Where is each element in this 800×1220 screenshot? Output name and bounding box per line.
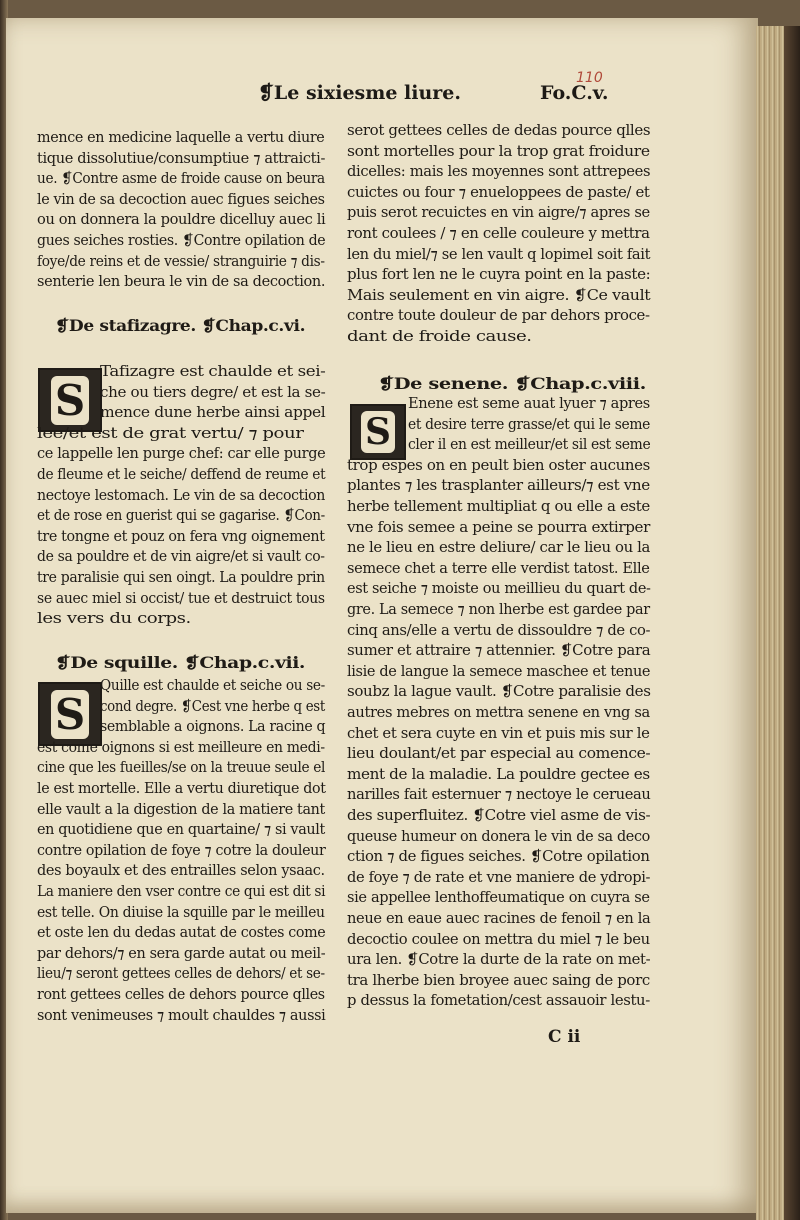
- text-line: cler il en est meilleur/et sil est seme: [408, 437, 651, 454]
- text-line: sont venimeuses ⁊ moult chauldes ⁊ aussi: [37, 1007, 326, 1024]
- text-line: par dehors/⁊ en sera garde autat ou meil-: [37, 945, 326, 962]
- text-line: ue. ❡Contre asme de froide cause on beura: [37, 171, 325, 188]
- text-line: ura len. ❡Cotre la durte de la rate on met-: [347, 952, 651, 969]
- text-line: de fleume et le seiche/ deffend de reume et: [37, 467, 326, 483]
- text-line: che ou tiers degre/ et est la se-: [100, 384, 326, 401]
- text-line: et de rose en guerist qui se gagarise. ❡Con-: [37, 508, 325, 525]
- text-line: cond degre. ❡Cest vne herbe q est: [100, 698, 325, 715]
- text-line: senterie len beura le vin de sa decoction.: [37, 274, 326, 291]
- manuscript-folio-number: 110: [576, 70, 603, 86]
- chapter-heading: ❡De stafizagre. ❡Chap.c.vi.: [55, 316, 306, 335]
- running-title: ❡Le sixiesme liure.: [258, 82, 461, 104]
- text-line: lisie de langue la semece maschee et tenue: [347, 663, 651, 680]
- text-line: semece chet a terre elle verdist tatost. Elle: [347, 560, 650, 577]
- text-line: narilles fait esternuer ⁊ nectoye le cerueau: [347, 787, 651, 804]
- text-line: Enene est seme auat lyuer ⁊ apres: [408, 396, 650, 412]
- text-line: tra lherbe bien broyee auec saing de porc: [347, 972, 650, 989]
- folio-number: Fo.C.v.: [540, 82, 609, 104]
- text-line: trop espes on en peult bien oster aucunes: [347, 457, 650, 474]
- text-line: foye/de reins et de vessie/ stranguirie ⁊ dis-: [37, 253, 325, 270]
- text-line: est telle. On diuise la squille par le meilleu: [37, 904, 325, 921]
- text-line: des boyaulx et des entrailles selon ysaac.: [37, 863, 325, 880]
- text-line: elle vault a la digestion de la matiere tant: [37, 801, 325, 818]
- text-line: lieu doulant/et par especial au comence-: [347, 746, 651, 763]
- chapter-heading: ❡De squille. ❡Chap.c.vii.: [55, 653, 306, 672]
- text-line: nectoye lestomach. Le vin de sa decoction: [37, 487, 326, 504]
- drop-cap: [38, 368, 102, 432]
- text-line: ront coulees / ⁊ en celle couleure y mettra: [347, 226, 650, 242]
- text-line: et desire terre grasse/et qui le seme: [408, 416, 650, 433]
- text-line: mence en medicine laquelle a vertu diure: [37, 130, 325, 146]
- text-line: gues seiches rosties. ❡Contre opilation de: [37, 233, 326, 249]
- text-line: Mais seulement en vin aigre. ❡Ce vault: [347, 287, 651, 304]
- text-line: serot gettees celles de dedas pource qlles: [347, 123, 651, 139]
- text-line: des superfluitez. ❡Cotre viel asme de vis-: [347, 808, 651, 824]
- drop-cap-letter: S: [51, 690, 89, 739]
- signature-mark: C ii: [548, 1027, 581, 1047]
- text-line: vne fois semee a peine se pourra extirper: [347, 519, 650, 536]
- text-line: de foye ⁊ de rate et vne maniere de ydropi-: [347, 869, 651, 886]
- text-line: ce lappelle len purge chef: car elle purge: [37, 446, 326, 463]
- text-line: ne le lieu en estre deliure/ car le lieu ou la: [347, 540, 651, 557]
- text-line: plus fort len ne le cuyra point en la paste:: [347, 267, 651, 284]
- text-line: le est mortelle. Elle a vertu diuretique dot: [37, 781, 326, 797]
- text-line: sumer et attraire ⁊ attennier. ❡Cotre para: [347, 643, 651, 660]
- text-line: semblable a oignons. La racine q: [100, 719, 326, 736]
- text-line: autres mebres on mettra senene en vng sa: [347, 705, 650, 721]
- text-line: sie appellee lenthoffeumatique on cuyra se: [347, 890, 650, 907]
- text-line: La maniere den vser contre ce qui est dit si: [37, 884, 326, 900]
- text-line: ment de la maladie. La pouldre gectee es: [347, 766, 650, 783]
- text-line: dicelles: mais les moyennes sont attrepees: [347, 164, 651, 181]
- drop-cap: [38, 682, 102, 746]
- text-line: mence dune herbe ainsi appel: [100, 405, 326, 422]
- text-line: p dessus la fometation/cest assauoir lestu-: [347, 993, 650, 1010]
- book-cover-edge: [784, 26, 800, 1220]
- text-line: Tafizagre est chaulde et sei-: [100, 364, 326, 380]
- text-line: decoctio coulee on mettra du miel ⁊ le beu: [347, 931, 650, 948]
- text-line: cinq ans/elle a vertu de dissouldre ⁊ de co-: [347, 622, 651, 639]
- drop-cap: [350, 404, 406, 460]
- text-line: cuictes ou four ⁊ enueloppees de paste/ et: [347, 184, 650, 201]
- text-line: sont mortelles pour la trop grat froidure: [347, 143, 650, 160]
- text-line: gre. La semece ⁊ non lherbe est gardee par: [347, 602, 650, 618]
- text-line: dant de froide cause.: [347, 329, 532, 345]
- text-line: les vers du corps.: [37, 611, 191, 628]
- text-line: ront gettees celles de dehors pource qlles: [37, 987, 325, 1003]
- text-line: cine que les fueilles/se on la treuue seule el: [37, 760, 326, 777]
- text-line: puis serot recuictes en vin aigre/⁊ apres se: [347, 205, 650, 222]
- text-line: se auec miel si occist/ tue et destruict tous: [37, 590, 325, 607]
- text-line: ou on donnera la pouldre dicelluy auec li: [37, 212, 326, 229]
- text-line: tre paralisie qui sen oingt. La pouldre prin: [37, 570, 325, 586]
- text-line: et oste len du dedas autat de costes come: [37, 925, 326, 942]
- text-line: est come oignons si est meilleure en medi-: [37, 739, 325, 756]
- text-line: chet et sera cuyte en vin et puis mis sur le: [347, 725, 650, 742]
- drop-cap-letter: S: [361, 411, 395, 453]
- text-line: lieu/⁊ seront gettees celles de dehors/ et se-: [37, 966, 325, 983]
- text-line: contre opilation de foye ⁊ cotre la douleur: [37, 842, 326, 859]
- text-line: est seiche ⁊ moiste ou meillieu du quart de-: [347, 581, 651, 598]
- show-through-text: [110, 80, 230, 98]
- text-line: tre tongne et pouz on fera vng oignement: [37, 528, 325, 545]
- text-line: tique dissolutiue/consumptiue ⁊ attraicti-: [37, 150, 326, 167]
- text-line: Quille est chaulde et seiche ou se-: [100, 678, 325, 694]
- text-line: neue en eaue auec racines de fenoil ⁊ en la: [347, 911, 651, 927]
- text-line: plantes ⁊ les trasplanter ailleurs/⁊ est vne: [347, 478, 650, 495]
- text-line: de sa pouldre et de vin aigre/et si vault co-: [37, 549, 325, 566]
- chapter-heading: ❡De senene. ❡Chap.c.viii.: [378, 374, 646, 393]
- text-line: ction ⁊ de figues seiches. ❡Cotre opilation: [347, 849, 650, 866]
- text-line: contre toute douleur de par dehors proce-: [347, 308, 650, 325]
- text-line: lee/et est de grat vertu/ ⁊ pour: [37, 425, 304, 442]
- text-line: len du miel/⁊ se len vault q lopimel soit fait: [347, 246, 651, 263]
- drop-cap-letter: S: [51, 376, 89, 425]
- text-line: herbe tellement multipliat q ou elle a este: [347, 499, 650, 515]
- text-line: soubz la lague vault. ❡Cotre paralisie des: [347, 684, 651, 701]
- text-line: en quotidiene que en quartaine/ ⁊ si vault: [37, 822, 325, 839]
- text-line: le vin de sa decoction auec figues seiches: [37, 191, 325, 208]
- text-line: queuse humeur on donera le vin de sa deco: [347, 828, 650, 845]
